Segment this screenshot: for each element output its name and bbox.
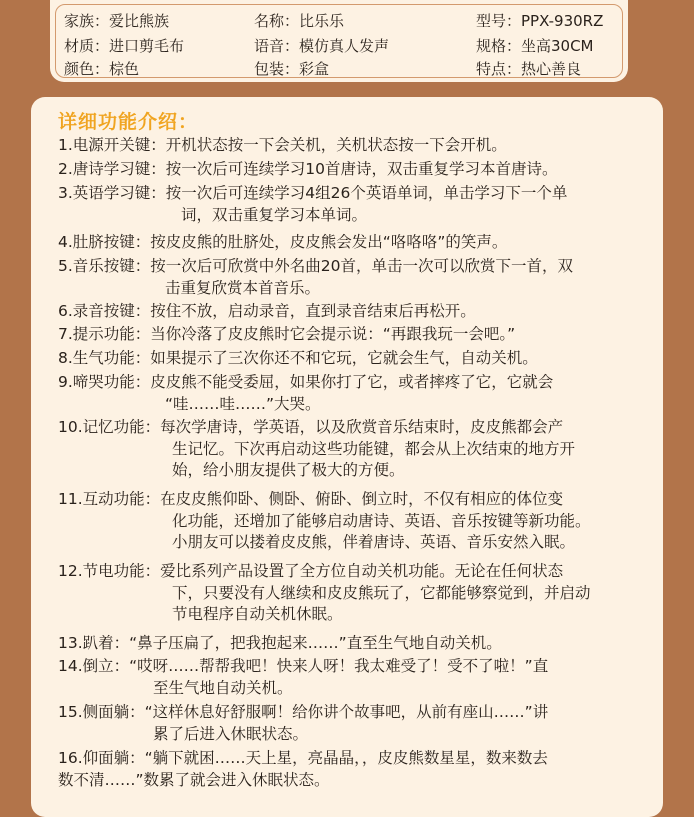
detail-card [31,97,663,817]
feature-interact [58,489,658,554]
feature-power [58,135,658,157]
feature-head: 9.啼哭功能：皮皮熊不能受委屈，如果你打了它，或者摔疼了它，它就会 [58,373,554,391]
spec-voice: 语音：模仿真人发声 [254,37,390,55]
feature-belly [58,232,658,254]
feature-power-save [58,561,658,626]
feature-cry [58,372,658,415]
feature-supine [58,748,658,791]
spec-package: 包装：彩盒 [254,60,330,78]
feature-prompt [58,324,658,346]
feature-cont: 生记忆。下次再启动这些功能键，都会从上次结束的地方开 [172,439,576,458]
spec-card [50,0,628,82]
feature-english [58,183,658,226]
feature-head: 4.肚脐按键：按皮皮熊的肚脐处，皮皮熊会发出“咯咯咯”的笑声。 [58,233,508,251]
feature-cont: 小朋友可以搂着皮皮熊，伴着唐诗、英语、音乐安然入眠。 [172,533,576,551]
spec-model: 型号：PPX-930RZ [476,12,604,30]
feature-cont: 数不清……”数累了就会进入休眠状态。 [58,770,330,789]
feature-head: 12.节电功能：爱比系列产品设置了全方位自动关机功能。无论在任何状态 [58,562,564,580]
feature-cont: 节电程序自动关机休眠。 [172,605,343,623]
spec-table [55,4,623,78]
feature-head: 14.倒立：“哎呀……帮帮我吧！快来人呀！我太难受了！受不了啦！”直 [58,657,549,675]
feature-record [58,301,658,323]
feature-head: 5.音乐按键：按一次后可欣赏中外名曲20首，单击一次可以欣赏下一首，双 [58,257,574,275]
spec-color: 颜色：棕色 [64,60,140,78]
feature-music [58,256,658,299]
feature-angry [58,348,658,370]
feature-head: 10.记忆功能：每次学唐诗，学英语，以及欣赏音乐结束时，皮皮熊都会产 [58,418,564,436]
feature-cont: 累了后进入休眠状态。 [153,724,309,743]
feature-cont: 下，只要没有人继续和皮皮熊玩了，它都能够察觉到，并启动 [172,583,591,602]
feature-head: 16.仰面躺：“躺下就困……天上星，亮晶晶，，皮皮熊数星星，数来数去 [58,749,548,767]
feature-head: 13.趴着：“鼻子压扁了，把我抱起来……”直至生气地自动关机。 [58,634,502,652]
feature-cont: “哇……哇……”大哭。 [165,394,321,413]
feature-cont: 词，双击重复学习本单词。 [181,205,368,224]
feature-cont: 至生气地自动关机。 [153,678,293,697]
feature-side-lying [58,702,658,745]
feature-head: 6.录音按键：按住不放，启动录音，直到录音结束后再松开。 [58,302,476,320]
feature-head: 11.互动功能：在皮皮熊仰卧、侧卧、俯卧、倒立时，不仅有相应的体位变 [58,490,564,508]
spec-size: 规格：坐高30CM [476,37,594,55]
feature-head: 3.英语学习键：按一次后可连续学习4组26个英语单词，单击学习下一个单 [58,184,568,202]
feature-cont: 击重复欣赏本首音乐。 [165,278,321,297]
feature-head: 8.生气功能：如果提示了三次你还不和它玩，它就会生气，自动关机。 [58,349,538,367]
feature-prone [58,633,658,655]
feature-tang-poem [58,159,658,181]
feature-handstand [58,656,658,699]
spec-name: 名称：比乐乐 [254,12,345,30]
feature-head: 15.侧面躺：“这样休息好舒服啊！给你讲个故事吧，从前有座山……”讲 [58,703,549,721]
feature-memory [58,417,658,482]
feature-head: 7.提示功能：当你冷落了皮皮熊时它会提示说：“再跟我玩一会吧。” [58,325,516,343]
feature-cont: 始，给小朋友提供了极大的方便。 [172,461,405,479]
spec-family: 家族：爱比熊族 [64,12,170,30]
spec-feature: 特点：热心善良 [476,60,582,78]
feature-head: 1.电源开关键：开机状态按一下会关机，关机状态按一下会开机。 [58,136,507,154]
feature-cont: 化功能，还增加了能够启动唐诗、英语、音乐按键等新功能。 [172,511,591,530]
feature-head: 2.唐诗学习键：按一次后可连续学习10首唐诗，双击重复学习本首唐诗。 [58,160,558,178]
spec-material: 材质：进口剪毛布 [64,37,185,55]
detail-title: 详细功能介绍： [58,111,199,133]
